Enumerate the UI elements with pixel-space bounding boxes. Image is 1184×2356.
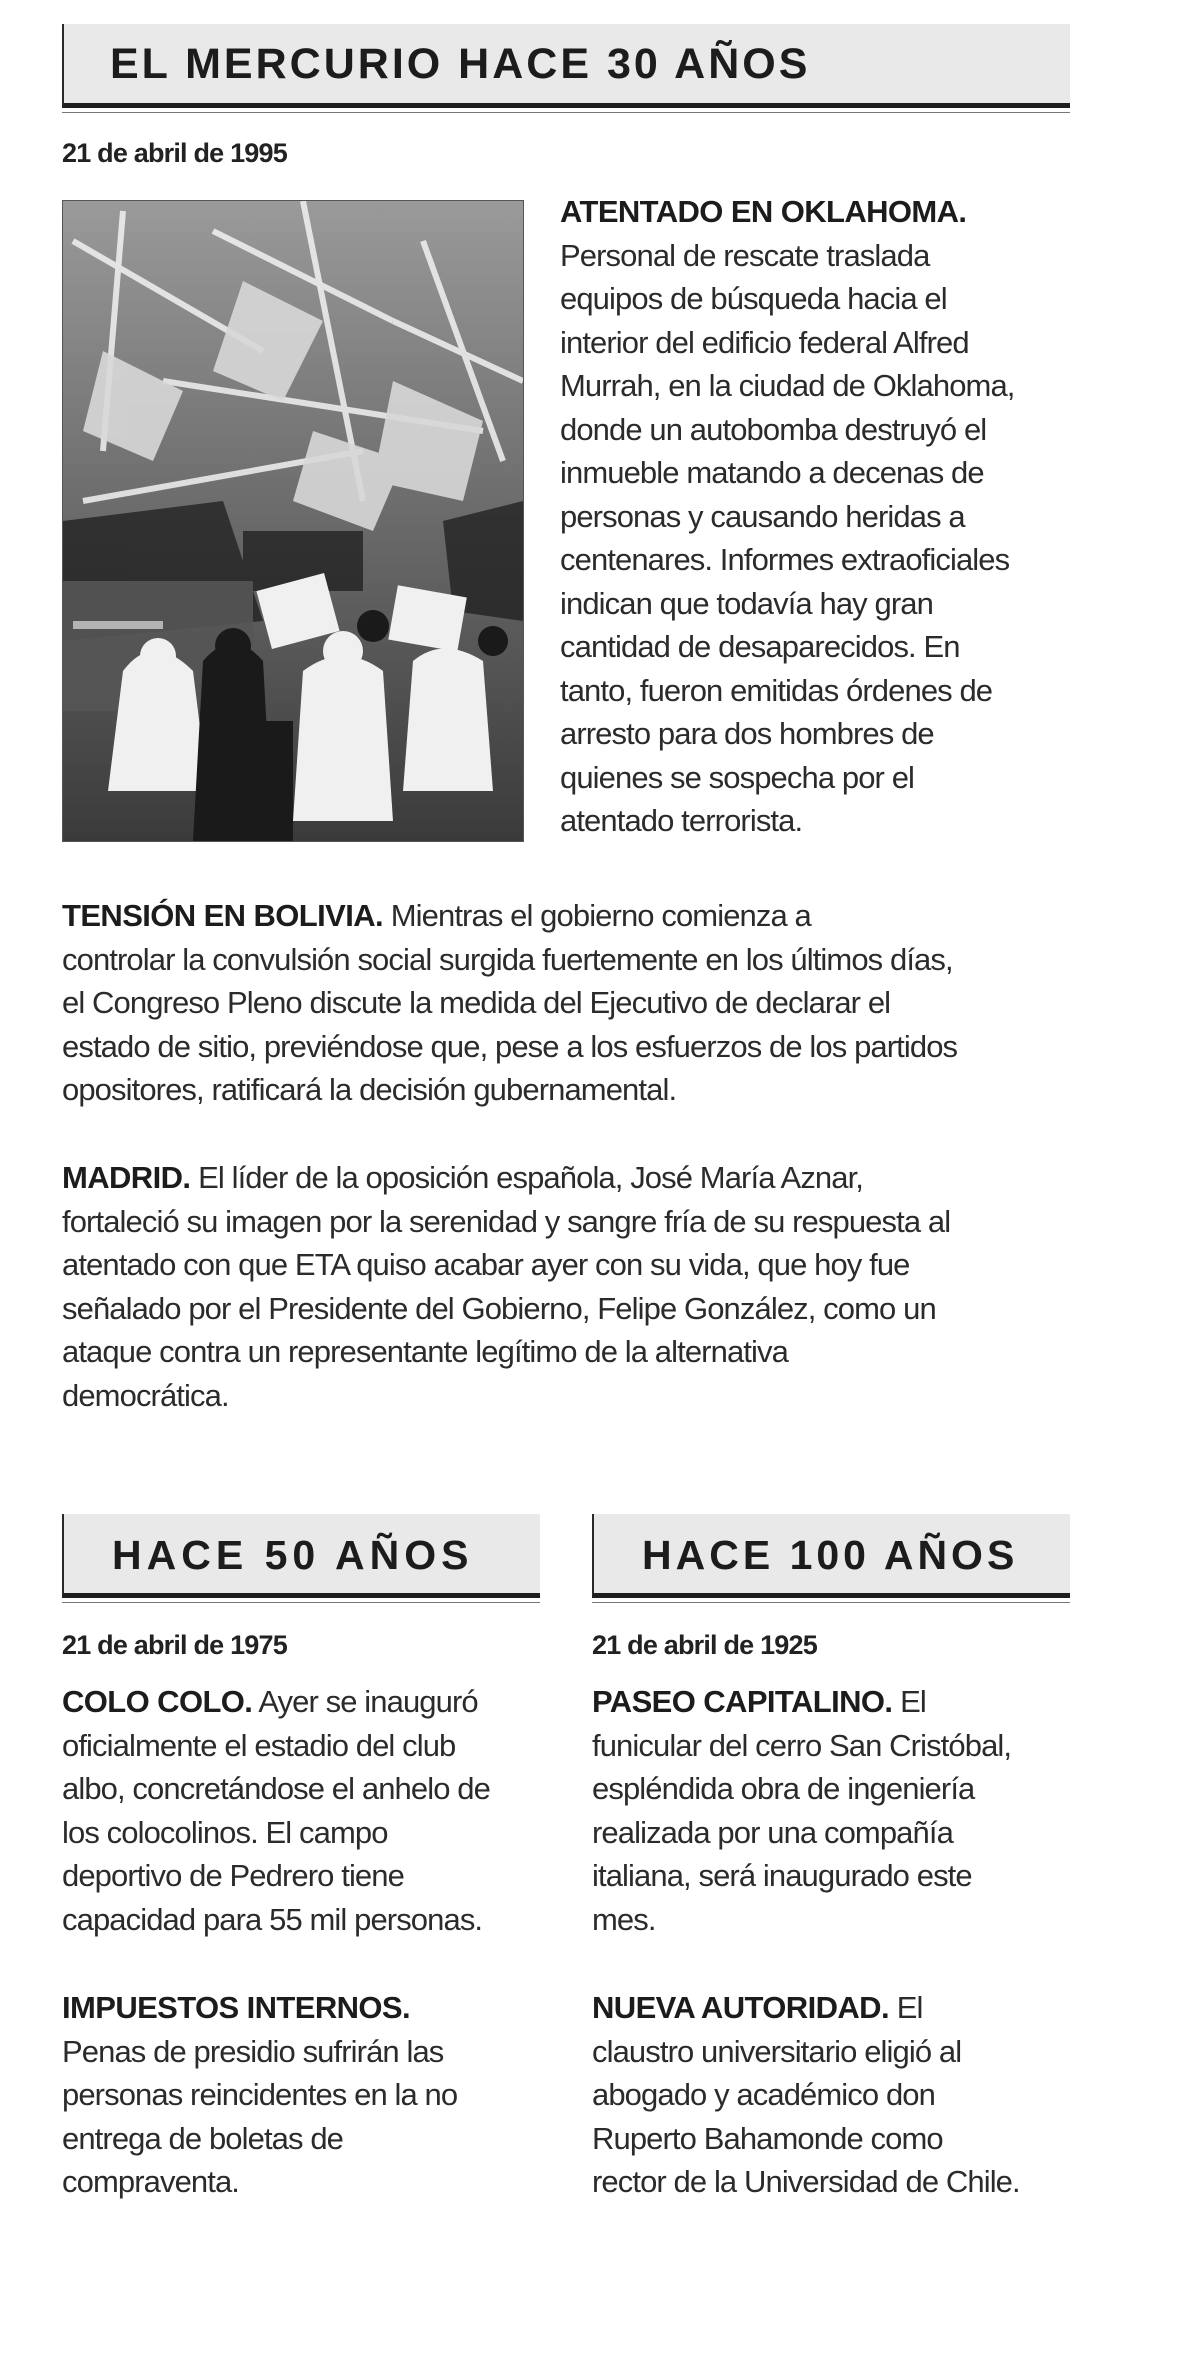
story-colo-colo-line: deportivo de Pedrero tiene <box>62 1858 404 1893</box>
story-autoridad-first: El <box>896 1990 923 2025</box>
story-paseo-head: PASEO CAPITALINO. <box>592 1684 893 1719</box>
story-oklahoma-line: cantidad de desaparecidos. En <box>560 629 960 664</box>
section-title-100: HACE 100 AÑOS <box>642 1532 1019 1578</box>
story-impuestos-line: compraventa. <box>62 2164 240 2199</box>
section-header-50 <box>62 1514 540 1598</box>
section-title-50: HACE 50 AÑOS <box>112 1532 474 1578</box>
date-1975: 21 de abril de 1975 <box>62 1630 287 1660</box>
story-paseo-line: realizada por una compañía <box>592 1814 953 1850</box>
story-oklahoma-line: quienes se sospecha por el <box>560 759 915 795</box>
story-madrid <box>62 1156 1132 1417</box>
story-bolivia-line: el Congreso Pleno discute la medida del Ejecutivo de declarar el <box>62 985 891 1020</box>
story-oklahoma-line: equipos de búsqueda hacia el <box>560 281 947 316</box>
story-autoridad-line: Ruperto Bahamonde como <box>592 2120 943 2156</box>
story-oklahoma-line: Murrah, en la ciudad de Oklahoma, <box>560 368 1015 403</box>
story-bolivia <box>62 894 1132 1112</box>
story-impuestos-line: Penas de presidio sufrirán las <box>62 2033 444 2069</box>
story-paseo-first: El <box>900 1684 926 1719</box>
story-oklahoma-line: arresto para dos hombres de <box>560 716 934 751</box>
story-paseo-line: funicular del cerro San Cristóbal, <box>592 1727 1012 1763</box>
story-madrid-head: MADRID. <box>62 1160 191 1195</box>
story-autoridad-line: claustro universitario eligió al <box>592 2033 962 2069</box>
date-1995: 21 de abril de 1995 <box>62 138 287 168</box>
story-nueva-autoridad <box>592 1986 1152 2204</box>
story-oklahoma-line: tanto, fueron emitidas órdenes de <box>560 672 993 708</box>
story-oklahoma-line: interior del edificio federal Alfred <box>560 324 969 360</box>
story-colo-colo-head: COLO COLO. <box>62 1684 253 1719</box>
story-bolivia-first: Mientras el gobierno comienza a <box>390 898 811 933</box>
story-impuestos-head: IMPUESTOS INTERNOS. <box>62 1990 411 2025</box>
story-madrid-first: El líder de la oposición española, José María Aznar, <box>198 1160 864 1195</box>
story-madrid-line: ataque contra un representante legítimo de la alternativa <box>62 1334 788 1369</box>
section-header-100 <box>592 1514 1070 1598</box>
story-colo-colo-line: oficialmente el estadio del club <box>62 1727 456 1763</box>
story-colo-colo-line: albo, concretándose el anhelo de <box>62 1771 490 1806</box>
story-madrid-line: atentado con que ETA quiso acabar ayer con su vida, que hoy fue <box>62 1247 910 1282</box>
section-header-30 <box>62 24 1070 108</box>
story-paseo-line: espléndida obra de ingeniería <box>592 1771 975 1806</box>
story-bolivia-line: controlar la convulsión social surgida fuertemente en los últimos días, <box>62 941 953 977</box>
story-paseo-line: mes. <box>592 1901 656 1937</box>
story-oklahoma-line: atentado terrorista. <box>560 803 803 838</box>
story-impuestos-line: personas reincidentes en la no <box>62 2077 458 2112</box>
story-autoridad-line: rector de la Universidad de Chile. <box>592 2164 1020 2199</box>
story-paseo-line: italiana, será inaugurado este <box>592 1858 972 1893</box>
story-oklahoma-line: inmueble matando a decenas de <box>560 455 984 490</box>
story-colo-colo-line: los colocolinos. El campo <box>62 1814 388 1850</box>
story-autoridad-line: abogado y académico don <box>592 2077 935 2112</box>
story-impuestos-line: entrega de boletas de <box>62 2120 344 2156</box>
story-oklahoma-line: centenares. Informes extraoficiales <box>560 542 1010 577</box>
story-paseo-capitalino <box>592 1680 1152 1941</box>
story-bolivia-line: estado de sitio, previéndose que, pese a los esfuerzos de los partidos <box>62 1028 958 1064</box>
rescue-photo-image <box>63 201 523 841</box>
story-madrid-line: democrática. <box>62 1377 229 1413</box>
story-colo-colo <box>62 1680 562 1941</box>
story-impuestos <box>62 1986 562 2204</box>
story-bolivia-line: opositores, ratificará la decisión gubernamental. <box>62 1072 677 1107</box>
story-madrid-line: señalado por el Presidente del Gobierno, Felipe González, como un <box>62 1290 936 1326</box>
story-oklahoma-line: indican que todavía hay gran <box>560 585 933 621</box>
story-oklahoma <box>560 190 1120 843</box>
section-title-30: EL MERCURIO HACE 30 AÑOS <box>110 40 811 88</box>
story-autoridad-head: NUEVA AUTORIDAD. <box>592 1990 889 2025</box>
rescue-photo <box>62 200 524 842</box>
story-oklahoma-line: donde un autobomba destruyó el <box>560 411 987 447</box>
story-colo-colo-line: capacidad para 55 mil personas. <box>62 1901 483 1937</box>
story-oklahoma-line: personas y causando heridas a <box>560 498 965 534</box>
story-bolivia-head: TENSIÓN EN BOLIVIA. <box>62 898 384 933</box>
story-colo-colo-first: Ayer se inauguró <box>258 1684 478 1719</box>
date-1925: 21 de abril de 1925 <box>592 1630 817 1660</box>
story-oklahoma-head: ATENTADO EN OKLAHOMA. <box>560 194 967 229</box>
story-oklahoma-line: Personal de rescate traslada <box>560 237 930 273</box>
story-madrid-line: fortaleció su imagen por la serenidad y sangre fría de su respuesta al <box>62 1203 951 1239</box>
